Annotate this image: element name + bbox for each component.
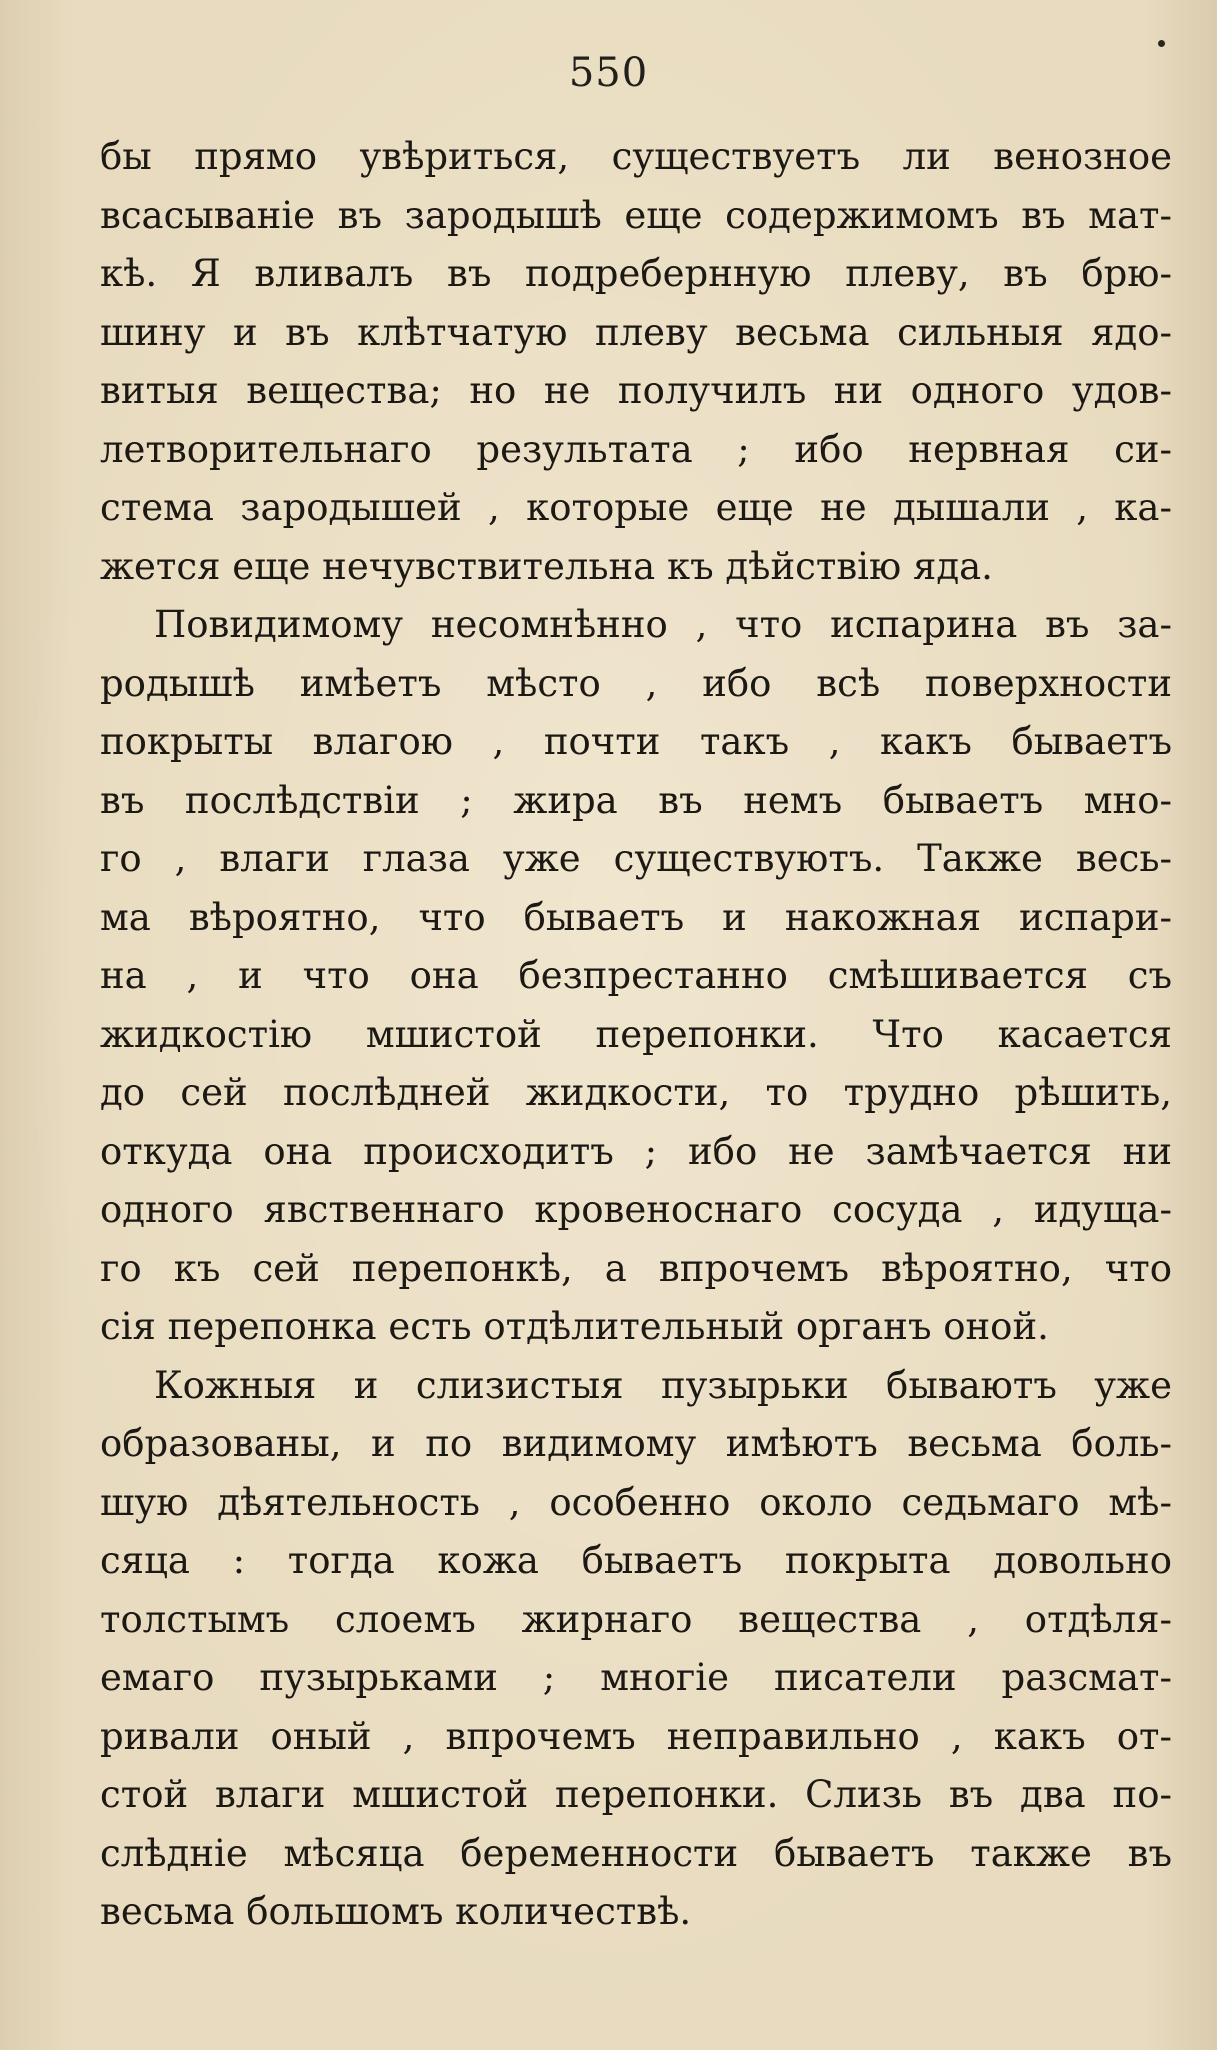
text-line: го , влаги глаза уже существуютъ. Также весь- bbox=[100, 837, 1172, 880]
paragraph bbox=[100, 596, 1172, 1357]
text-line: толстымъ слоемъ жирнаго вещества , отдѣля- bbox=[100, 1597, 1172, 1641]
text-line: Кожныя и слизистыя пузырьки бываютъ уже bbox=[154, 1363, 1172, 1407]
text-line: витыя вещества; но не получилъ ни одного удов- bbox=[100, 369, 1172, 412]
paragraph bbox=[100, 128, 1172, 596]
text-line: покрыты влагою , почти такъ , какъ бываетъ bbox=[100, 720, 1172, 763]
text-line: кѣ. Я вливалъ въ подребернную плеву, въ брю- bbox=[100, 252, 1172, 295]
text-line: Повидимому несомнѣнно , что испарина въ за- bbox=[154, 603, 1172, 646]
text-line: стема зародышей , которые еще не дышали , ка- bbox=[100, 486, 1172, 529]
text-line: го къ сей перепонкѣ, а впрочемъ вѣроятно, что bbox=[100, 1246, 1172, 1290]
text-line: весьма большомъ количествѣ. bbox=[100, 1890, 692, 1933]
text-line: стой влаги мшистой перепонки. Слизь въ два по- bbox=[100, 1773, 1172, 1816]
text-line: въ послѣдствіи ; жира въ немъ бываетъ мно- bbox=[100, 778, 1172, 822]
text-line: емаго пузырьками ; многіе писатели разсмат- bbox=[100, 1656, 1172, 1699]
text-line: шую дѣятельность , особенно около седьмаго мѣ- bbox=[100, 1480, 1172, 1524]
text-line: на , и что она безпрестанно смѣшивается съ bbox=[100, 954, 1172, 997]
text-line: одного явственнаго кровеноснаго сосуда , идуща- bbox=[100, 1188, 1172, 1231]
text-line: слѣдніе мѣсяца беременности бываетъ также въ bbox=[100, 1831, 1172, 1875]
text-line: до сей послѣдней жидкости, то трудно рѣшить, bbox=[100, 1071, 1172, 1114]
text-line: всасываніе въ зародышѣ еще содержимомъ въ мат- bbox=[100, 193, 1172, 237]
text-line: ма вѣроятно, что бываетъ и накожная испари- bbox=[100, 895, 1172, 939]
text-line: образованы, и по видимому имѣютъ весьма боль- bbox=[100, 1422, 1172, 1465]
text-line: жется еще нечувствительна къ дѣйствію яда. bbox=[100, 544, 993, 588]
text-line: шину и въ клѣтчатую плеву весьма сильныя ядо- bbox=[100, 310, 1172, 354]
text-line: бы прямо увѣриться, существуетъ ли венозное bbox=[100, 135, 1172, 178]
text-line: родышѣ имѣетъ мѣсто , ибо всѣ поверхности bbox=[100, 661, 1172, 705]
text-line: жидкостію мшистой перепонки. Что касается bbox=[100, 1012, 1172, 1056]
text-line: ривали оный , впрочемъ неправильно , какъ от- bbox=[100, 1714, 1172, 1758]
ink-speck bbox=[1158, 40, 1165, 47]
text-line: сяца : тогда кожа бываетъ покрыта довольно bbox=[100, 1539, 1172, 1582]
text-line: летворительнаго результата ; ибо нервная си- bbox=[100, 427, 1172, 471]
paragraph bbox=[100, 1357, 1172, 1942]
text-line: откуда она происходитъ ; ибо не замѣчается ни bbox=[100, 1129, 1172, 1173]
body-text bbox=[100, 128, 1172, 1942]
page-number: 550 bbox=[568, 50, 649, 96]
text-line: сія перепонка есть отдѣлительный органъ оной. bbox=[100, 1305, 1049, 1348]
